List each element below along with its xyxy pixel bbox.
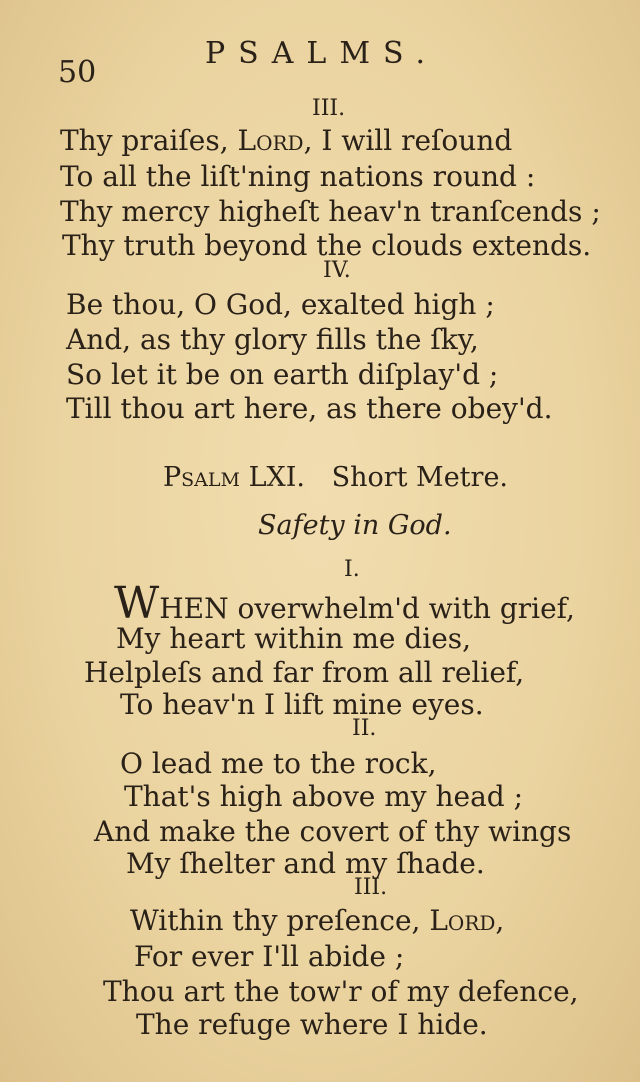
verse-text: , I will reſound bbox=[303, 124, 513, 157]
verse-line: To heav'n I lift mine eyes. bbox=[120, 688, 484, 721]
verse-line: So let it be on earth diſplay'd ; bbox=[66, 358, 499, 391]
stanza-numeral: II. bbox=[352, 716, 377, 741]
verse-line: Till thou art here, as there obey'd. bbox=[66, 392, 553, 425]
stanza-numeral: III. bbox=[312, 96, 346, 121]
verse-line: And, as thy glory fills the ſky, bbox=[66, 323, 479, 356]
divine-name: Lord bbox=[429, 904, 496, 937]
verse-line: Be thou, O God, exalted high ; bbox=[66, 288, 495, 321]
verse-line bbox=[130, 904, 504, 937]
verse-line: For ever I'll abide ; bbox=[134, 940, 405, 973]
divine-name: Lord bbox=[237, 124, 304, 157]
verse-line: Helpleſs and far from all relief, bbox=[84, 656, 525, 689]
verse-line: O lead me to the rock, bbox=[120, 747, 437, 780]
psalm-subtitle: Safety in God. bbox=[258, 510, 452, 541]
verse-line: That's high above my head ; bbox=[124, 780, 524, 813]
verse-text: , bbox=[495, 904, 505, 937]
verse-line: Thou art the tow'r of my defence, bbox=[103, 975, 579, 1008]
drop-cap: W bbox=[114, 578, 160, 629]
stanza-numeral: IV. bbox=[323, 258, 351, 283]
verse-line: And make the covert of thy wings bbox=[94, 815, 572, 848]
page-number: 50 bbox=[58, 55, 97, 90]
psalm-heading bbox=[163, 462, 508, 493]
verse-line: The refuge where I hide. bbox=[136, 1008, 488, 1041]
verse-line: My heart within me dies, bbox=[116, 622, 472, 655]
stanza-numeral: III. bbox=[354, 875, 388, 900]
verse-text: Thy praiſes, bbox=[60, 124, 238, 157]
verse-line: My ſhelter and my ſhade. bbox=[126, 847, 485, 880]
verse-line: To all the liſt'ning nations round : bbox=[60, 160, 536, 193]
psalm-label: Psalm bbox=[163, 462, 240, 493]
psalm-number: LXI. bbox=[248, 462, 305, 493]
stanza-numeral: I. bbox=[344, 557, 360, 582]
verse-line: Thy truth beyond the clouds extends. bbox=[62, 229, 592, 262]
psalm-metre: Short Metre. bbox=[331, 462, 509, 493]
verse-text: HEN bbox=[159, 592, 229, 625]
verse-line: Thy mercy higheſt heav'n tranſcends ; bbox=[60, 195, 601, 228]
verse-line bbox=[60, 124, 512, 157]
verse-text: overwhelm'd with grief, bbox=[228, 592, 575, 625]
running-title: PSALMS. bbox=[205, 36, 439, 71]
verse-text: Within thy preſence, bbox=[130, 904, 430, 937]
